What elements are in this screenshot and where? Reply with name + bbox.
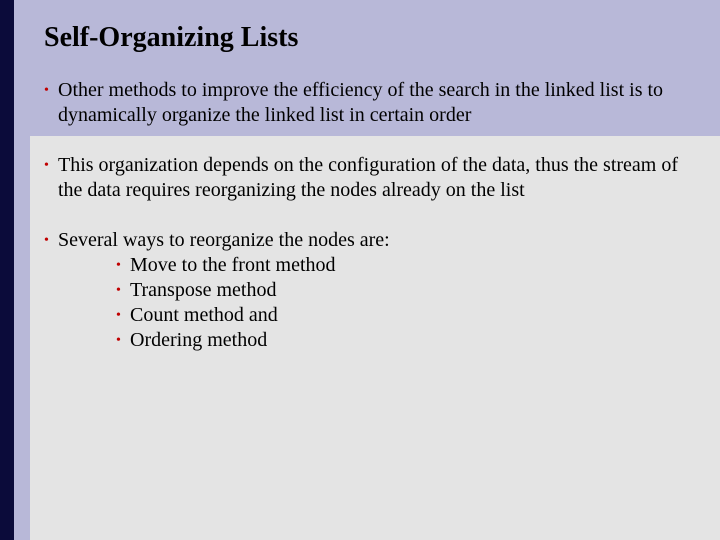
left-rail-decoration <box>0 0 14 540</box>
bullet-dot-icon: • <box>116 333 121 348</box>
sub-bullet-item <box>44 303 704 328</box>
bullet-item <box>44 228 704 253</box>
left-rail-gap <box>14 0 30 540</box>
sub-bullet-text: Transpose method <box>130 279 277 301</box>
sub-bullet-text: Ordering method <box>130 329 268 351</box>
sub-bullet-text: Count method and <box>130 304 278 326</box>
bullet-dot-icon: • <box>116 308 121 323</box>
bullet-text: Several ways to reorganize the nodes are: <box>58 229 390 251</box>
bullet-dot-icon: • <box>116 258 121 273</box>
sub-bullet-text: Move to the front method <box>130 254 336 276</box>
sub-bullet-item <box>44 253 704 278</box>
bullet-dot-icon: • <box>44 233 49 248</box>
bullet-item <box>44 153 704 203</box>
bullet-dot-icon: • <box>116 283 121 298</box>
bullet-item <box>44 78 704 128</box>
bullet-text: This organization depends on the configuration of the data, thus the stream of the data requires reorganizing the nodes already on the list <box>58 154 679 201</box>
sub-bullet-item <box>44 278 704 303</box>
slide-content <box>44 78 704 353</box>
slide-title: Self-Organizing Lists <box>44 22 299 53</box>
bullet-dot-icon: • <box>44 83 49 98</box>
sub-bullet-list <box>44 253 704 353</box>
bullet-dot-icon: • <box>44 158 49 173</box>
bullet-text: Other methods to improve the efficiency of the search in the linked list is to dynamically organize the linked list in certain order <box>58 79 664 126</box>
sub-bullet-item <box>44 328 704 353</box>
